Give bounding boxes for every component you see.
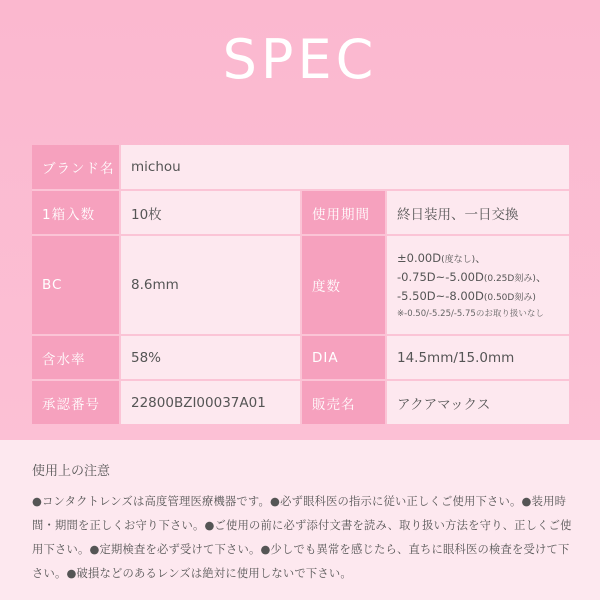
notice-body: ●コンタクトレンズは高度管理医療機器です。●必ず眼科医の指示に従い正しくご使用下さい。●装用時間・期間を正しくお守り下さい。●ご使用の前に必ず添付文書を読み、取り扱い方法を守り、正しくご使用下さい。●定期検査を必ず受けて下さい。●少しでも異常を感じたら、直ちに眼科医の検査を受けて下さい。●破損などのあるレンズは絶対に使用しないで下さい。 (32, 495, 572, 580)
water-label: 含水率 (32, 335, 120, 380)
quantity-label: 1箱入数 (32, 190, 120, 235)
approval-label: 承認番号 (32, 380, 120, 424)
table-row (32, 335, 569, 380)
seller-label: 販売名 (301, 380, 386, 424)
approval-value: 22800BZI00037A01 (120, 380, 301, 424)
dia-label: DIA (301, 335, 386, 380)
brand-value: michou (120, 145, 569, 190)
dia-value: 14.5mm/15.0mm (386, 335, 569, 380)
bc-label: BC (32, 235, 120, 335)
power-line: ±0.00D(度なし)、 (397, 250, 487, 265)
seller-value: アクアマックス (386, 380, 569, 424)
brand-label: ブランド名 (32, 145, 120, 190)
notice-section (0, 440, 600, 600)
notice-title: 使用上の注意 (32, 464, 111, 479)
power-line: -0.75D~-5.00D(0.25D刻み)、 (397, 269, 548, 284)
table-row (32, 380, 569, 424)
power-value (386, 235, 569, 335)
table-row (32, 235, 569, 335)
power-label: 度数 (301, 235, 386, 335)
table-row (32, 190, 569, 235)
spec-table (32, 145, 569, 424)
period-label: 使用期間 (301, 190, 386, 235)
water-value: 58% (120, 335, 301, 380)
table-row (32, 145, 569, 190)
power-note: ※-0.50/-5.25/-5.75のお取り扱いなし (397, 308, 544, 319)
page-title: SPEC (222, 28, 378, 91)
period-value: 終日装用、一日交換 (386, 190, 569, 235)
bc-value: 8.6mm (120, 235, 301, 335)
power-line: -5.50D~-8.00D(0.50D刻み) (397, 288, 536, 303)
quantity-value: 10枚 (120, 190, 301, 235)
